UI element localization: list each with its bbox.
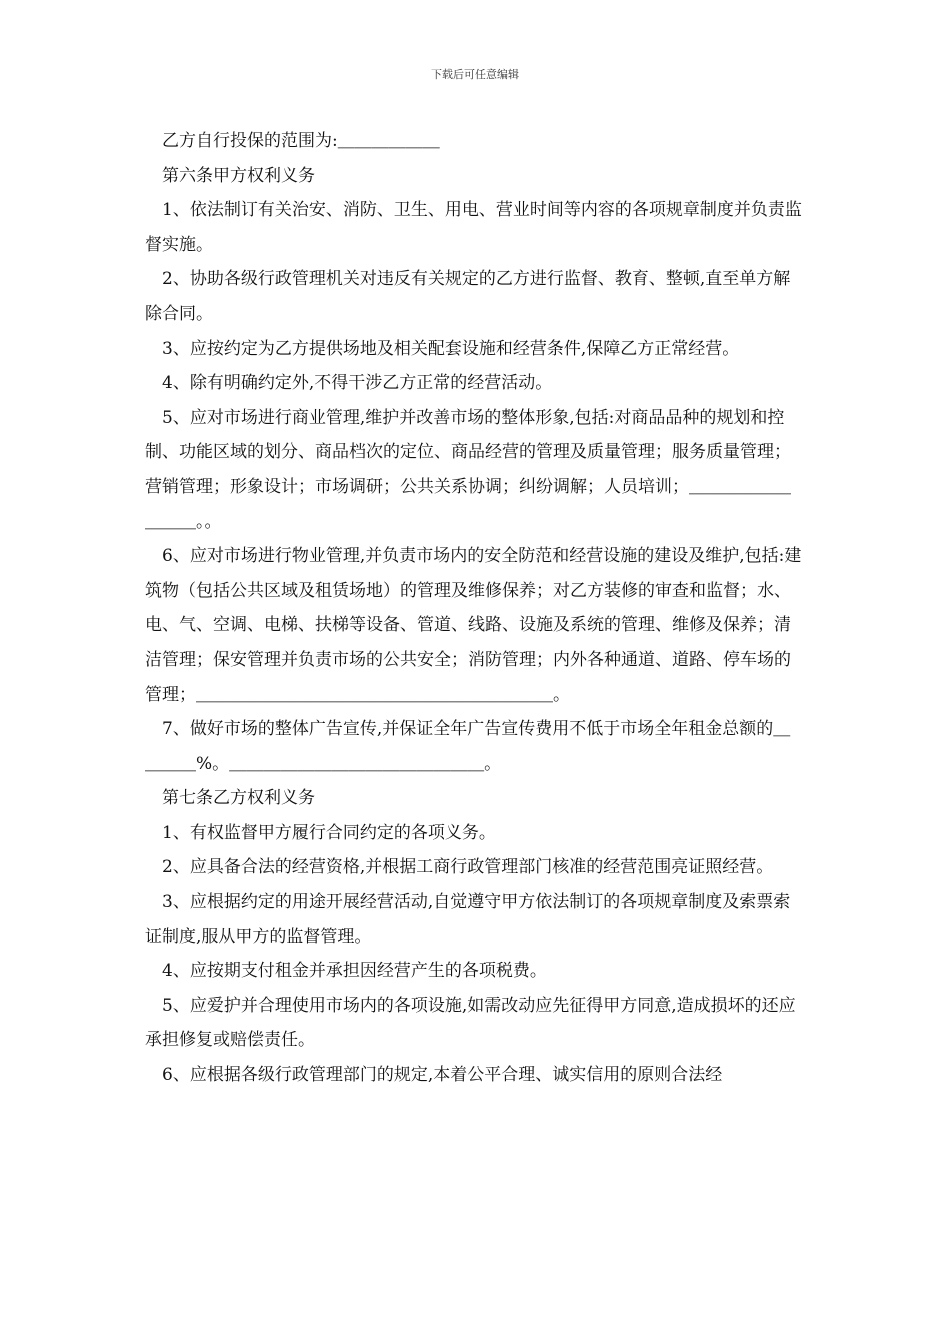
paragraph-7-5: 5、应爱护并合理使用市场内的各项设施,如需改动应先征得甲方同意,造成损坏的还应承担修复或赔偿责任。 — [145, 995, 796, 1051]
paragraph-7-2: 2、应具备合法的经营资格,并根据工商行政管理部门核准的经营范围亮证照经营。 — [162, 857, 774, 878]
paragraph-6-4: 4、除有明确约定外,不得干涉乙方正常的经营活动。 — [162, 373, 553, 394]
page-header: 下载后可任意编辑 — [431, 68, 519, 81]
paragraph-7-3: 3、应根据约定的用途开展经营活动,自觉遵守甲方依法制订的各项规章制度及索票索证制度,服从甲方的监督管理。 — [145, 892, 791, 947]
paragraph-6-7: 7、做好市场的整体广告宣传,并保证全年广告宣传费用不低于市场全年租金总额的＿＿＿＿%。＿＿＿＿＿＿＿＿＿＿＿＿＿＿＿。 — [145, 719, 791, 774]
paragraph-6-6: 6、应对市场进行物业管理,并负责市场内的安全防范和经营设施的建设及维护,包括:建筑物（包括公共区域及租赁场地）的管理及维修保养；对乙方装修的审查和监督；水、电、气、空调、电梯、扶梯等设备、管道、线路、设施及系统的管理、维修及保养；清洁管理；保安管理并负责市场的公共安全；消防管理；内外各种通道、道路、停车场的管理；＿＿＿＿＿＿＿＿＿＿＿＿＿＿＿＿＿＿＿＿＿。 — [145, 546, 802, 705]
article-7-heading: 第七条乙方权利义务 — [162, 788, 315, 809]
paragraph-insurance-scope: 乙方自行投保的范围为:＿＿＿＿＿＿ — [162, 131, 440, 151]
document-body — [145, 124, 807, 1093]
paragraph-6-3: 3、应按约定为乙方提供场地及相关配套设施和经营条件,保障乙方正常经营。 — [162, 338, 740, 359]
paragraph-6-1: 1、依法制订有关治安、消防、卫生、用电、营业时间等内容的各项规章制度并负责监督实施。 — [145, 200, 802, 255]
paragraph-7-4: 4、应按期支付租金并承担因经营产生的各项税费。 — [162, 961, 547, 982]
paragraph-6-5: 5、应对市场进行商业管理,维护并改善市场的整体形象,包括:对商品品种的规划和控制、功能区域的划分、商品档次的定位、商品经营的管理及质量管理；服务质量管理；营销管理；形象设计；市场调研；公共关系协调；纠纷调解；人员培训；＿＿＿＿＿＿＿＿＿。。 — [145, 407, 791, 532]
paragraph-6-2: 2、协助各级行政管理机关对违反有关规定的乙方进行监督、教育、整顿,直至单方解除合同。 — [145, 269, 791, 324]
paragraph-7-1: 1、有权监督甲方履行合同约定的各项义务。 — [162, 822, 496, 843]
paragraph-7-6: 6、应根据各级行政管理部门的规定,本着公平合理、诚实信用的原则合法经 — [162, 1065, 723, 1086]
article-6-heading: 第六条甲方权利义务 — [162, 165, 315, 186]
